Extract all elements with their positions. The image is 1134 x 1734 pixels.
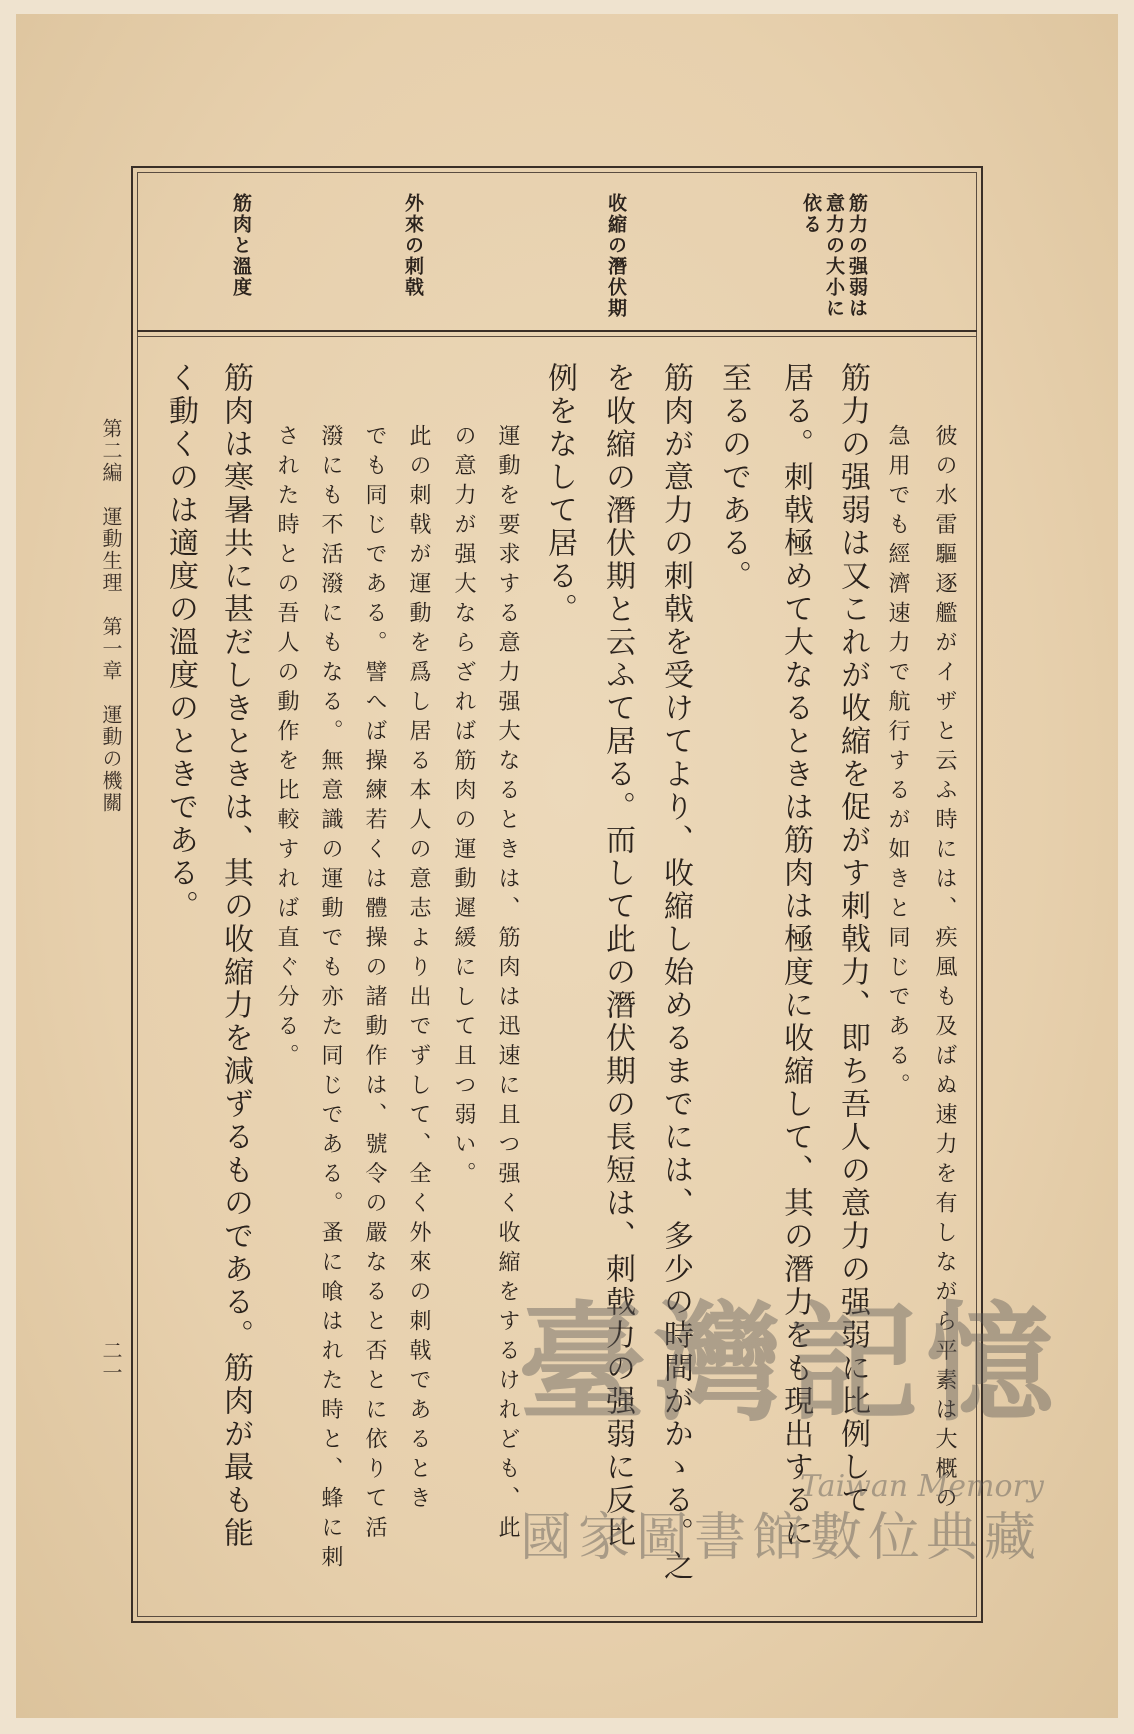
- body-line: く動くのは適度の溫度のときである。: [163, 362, 198, 923]
- body-line: 例をなして居る。: [542, 362, 577, 626]
- side-note-strength: 依る: [800, 193, 822, 235]
- watermark-institution: 國家圖書館數位典藏: [520, 1508, 1043, 1568]
- body-line: 筋肉は寒暑共に甚だしきときは、其の收縮力を減ずるものである。筋肉が最も能: [218, 362, 253, 1550]
- side-note-temperature: 筋肉と溫度: [230, 193, 252, 298]
- running-head: 第二編 運動生理 第一章 運動の機關: [99, 418, 123, 814]
- body-note-line: の意力が强大ならざれば筋肉の運動遲緩にして且つ弱い。: [451, 424, 476, 1191]
- body-line: 筋力の强弱は又これが收縮を促がす刺戟力、即ち吾人の意力の强弱に比例して: [835, 362, 870, 1517]
- watermark-logo: 臺灣記憶: [518, 1289, 1063, 1439]
- side-note-strength: 意力の大小に: [823, 193, 845, 319]
- header-divider: [137, 330, 977, 332]
- body-note-line: でも同じである。譬へば操練若くは體操の諸動作は、號令の嚴なると否とに依りて活: [362, 424, 387, 1545]
- body-note-line: された時との吾人の動作を比較すれば直ぐ分る。: [274, 424, 299, 1073]
- body-line: を收縮の潛伏期と云ふて居る。而して此の潛伏期の長短は、刺戟力の强弱に反比: [600, 362, 635, 1550]
- body-line: 至るのである。: [716, 362, 751, 593]
- page-number: 二一: [99, 1340, 123, 1384]
- side-note-latent-period: 收縮の潛伏期: [605, 193, 627, 319]
- side-note-external-stimulus: 外來の刺戟: [402, 193, 424, 298]
- body-note-line: 急用でも經濟速力で航行するが如きと同じである。: [885, 424, 910, 1103]
- body-note-line: 潑にも不活潑にもなる。無意識の運動でも亦た同じである。蚤に喰はれた時と、蜂に刺: [318, 424, 343, 1575]
- body-note-line: 此の刺戟が運動を爲し居る本人の意志より出でずして、全く外來の刺戟であるとき: [406, 424, 431, 1516]
- body-note-line: 運動を要求する意力强大なるときは、筋肉は迅速に且つ强く收縮をするけれども、此: [495, 424, 520, 1545]
- body-note-line: 彼の水雷驅逐艦がイザと云ふ時には、疾風も及ばぬ速力を有しながら平素は大概の: [932, 424, 957, 1516]
- body-line: 筋肉が意力の刺戟を受けてより、收縮し始めるまでには、多少の時間がかゝる。之: [658, 362, 693, 1583]
- header-divider-inner: [137, 336, 977, 337]
- body-line: 居る。刺戟極めて大なるときは筋肉は極度に收縮して、其の潛力をも現出するに: [778, 362, 813, 1550]
- side-note-strength: 筋力の强弱は: [846, 193, 868, 319]
- watermark-latin: Taiwan Memory: [800, 1469, 1044, 1504]
